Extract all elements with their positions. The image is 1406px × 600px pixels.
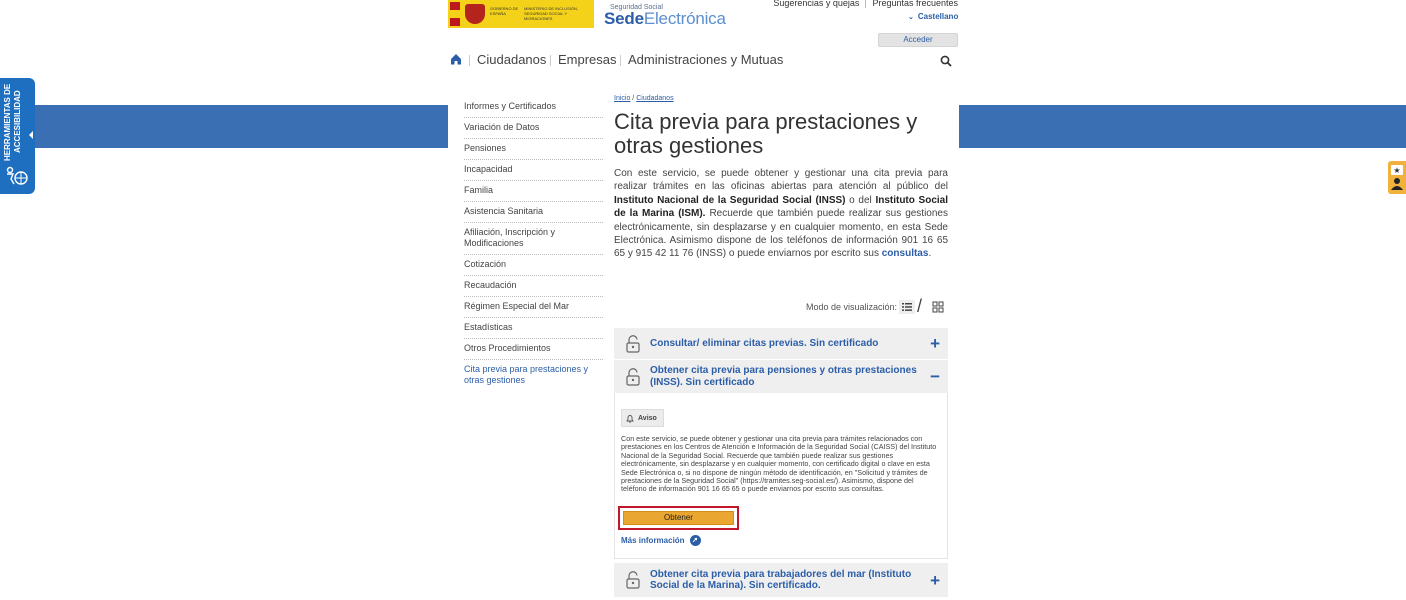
sede-logo-bold: Sede [604,9,644,28]
service-header-consultar[interactable] [614,328,948,359]
faq-link[interactable]: Preguntas frecuentes [872,0,958,8]
intro-ism: Instituto Social de la Marina (ISM). [614,194,948,220]
breadcrumb-home-link[interactable]: Inicio [614,95,631,102]
sidebar-item-informes[interactable]: Informes y Certificados [464,97,603,118]
sidebar-item-incapacidad[interactable]: Incapacidad [464,160,603,181]
sidebar-menu [464,97,603,391]
obtener-highlight [618,506,739,530]
login-button[interactable]: Acceder [878,33,958,47]
chevron-down-icon: ⌄ [908,14,914,21]
language-selector[interactable] [908,12,958,21]
external-arrow-icon: ➚ [690,535,701,546]
nav-separator [620,55,621,66]
collapse-minus-icon[interactable]: − [930,367,940,386]
service-item [614,328,948,360]
service-item [614,563,948,598]
intro-text-2: o del [845,194,876,206]
main-navigation [448,52,959,70]
view-mode-label: Modo de visualización: [806,302,898,312]
bell-icon [626,414,634,423]
sidebar-item-regimen-mar[interactable]: Régimen Especial del Mar [464,297,603,318]
service-body [614,393,948,559]
nav-separator [469,55,470,66]
service-title: Obtener cita previa para pensiones y otras prestaciones (INSS). Sin certificado [650,365,917,388]
sidebar-item-asistencia[interactable]: Asistencia Sanitaria [464,202,603,223]
unlock-icon [625,335,641,353]
expand-arrow-icon [29,131,33,139]
search-icon[interactable] [940,55,952,67]
grid-view-icon[interactable] [930,300,946,314]
unlock-icon [625,368,641,386]
suggestions-link[interactable]: Sugerencias y quejas [773,0,860,8]
obtener-button[interactable]: Obtener [623,511,734,525]
sidebar-item-otros[interactable]: Otros Procedimientos [464,339,603,360]
sede-electronica-logo[interactable] [604,9,726,29]
service-description: Con este servicio, se puede obtener y gestionar una cita previa para trámites relacionados con prestaciones en los Centros de Atención e Información de la Seguridad Social (CAISS) del Instituto Nacional de la Seguridad Social. Recuerde que también puede realizar sus gestiones electrónicamente, sin desplazarse y en cualquier momento, con certificado digital o clave en esta Sede Electrónica o, si no dispone de ningún método de identificación, en "Solicitud y trámites de prestaciones de la Seguridad Social" (https://tramites.seg-social.es/). Asimismo, dispone del teléfono de información 901 16 65 65 o puede enviarnos por escrito sus consultas. [621,434,937,494]
nav-administraciones[interactable]: Administraciones y Mutuas [628,52,784,67]
sidebar-item-afiliacion[interactable]: Afiliación, Inscripción y Modificaciones [464,223,603,255]
more-info-link[interactable] [621,535,701,546]
home-icon[interactable] [450,53,462,65]
breadcrumb-ciudadanos-link[interactable]: Ciudadanos [636,95,674,102]
nav-separator [550,55,551,66]
user-star-icon [1388,161,1406,194]
more-info-label: Más información [621,536,685,545]
ministerio-text: MINISTERIO DE INCLUSIÓN, SEGURIDAD SOCIAL Y MIGRACIONES [524,6,579,21]
sidebar-item-familia[interactable]: Familia [464,181,603,202]
services-accordion [614,328,948,598]
accessibility-icon [3,165,29,187]
service-title: Obtener cita previa para trabajadores del mar (Instituto Social de la Marina). Sin certificado. [650,568,912,591]
consultas-link[interactable]: consultas [881,248,929,260]
intro-inss: Instituto Nacional de la Seguridad Social (INSS) [614,194,846,206]
language-label: Castellano [917,12,959,21]
service-item [614,360,948,560]
intro-text-3: Recuerde que también puede realizar sus gestiones electrónicamente, sin desplazarse y en cualquier momento, en esta Sede Electrónica. Asimismo dispone de los teléfonos de información 901 16 65 65 y 915 42 11 76 (INSS) o puede enviarnos por escrito sus [614,208,948,260]
accessibility-label: HERRAMIENTAS DE ACCESIBILIDAD [3,83,22,161]
svg-text:★: ★ [1393,166,1401,175]
notice-label: Aviso [638,414,657,422]
page-title: Cita previa para prestaciones y otras gestiones [614,109,918,158]
sede-logo-rest: Electrónica [643,9,726,28]
notice-badge [621,409,664,427]
service-header-mar[interactable] [614,563,948,597]
sidebar-item-pensiones[interactable]: Pensiones [464,139,603,160]
accessibility-tools-tab[interactable] [0,78,35,194]
expand-plus-icon[interactable]: + [930,570,940,590]
sede-subtitle: Seguridad Social [610,4,663,11]
gobierno-logo[interactable] [448,0,594,28]
list-view-icon[interactable] [899,300,915,314]
unlock-icon [625,571,641,589]
breadcrumb-separator: / [632,95,635,102]
intro-end: . [928,248,932,260]
gobierno-text: GOBIERNO DE ESPAÑA [490,6,519,16]
top-links [773,0,958,8]
view-mode-divider: / [917,296,923,316]
sidebar-item-recaudacion[interactable]: Recaudación [464,276,603,297]
breadcrumb [614,95,674,102]
expand-plus-icon[interactable]: + [930,334,940,353]
service-header-pensiones[interactable] [614,360,948,393]
sidebar-item-cotizacion[interactable]: Cotización [464,255,603,276]
service-title: Consultar/ eliminar citas previas. Sin certificado [650,337,879,349]
intro-text-1: Con este servicio, se puede obtener y gestionar una cita previa para realizar trámites en las oficinas abiertas para atención al público del [614,168,948,193]
coat-of-arms-icon [465,4,485,24]
spain-flag-icon [450,2,460,26]
sidebar-item-cita-previa[interactable]: Cita previa para prestaciones y otras gestiones [464,364,589,385]
nav-ciudadanos[interactable]: Ciudadanos [477,52,547,67]
intro-paragraph [614,167,948,261]
nav-empresas[interactable]: Empresas [558,52,617,67]
sidebar-item-variacion[interactable]: Variación de Datos [464,118,603,139]
sidebar-item-estadisticas[interactable]: Estadísticas [464,318,603,339]
side-widget[interactable] [1388,161,1406,194]
